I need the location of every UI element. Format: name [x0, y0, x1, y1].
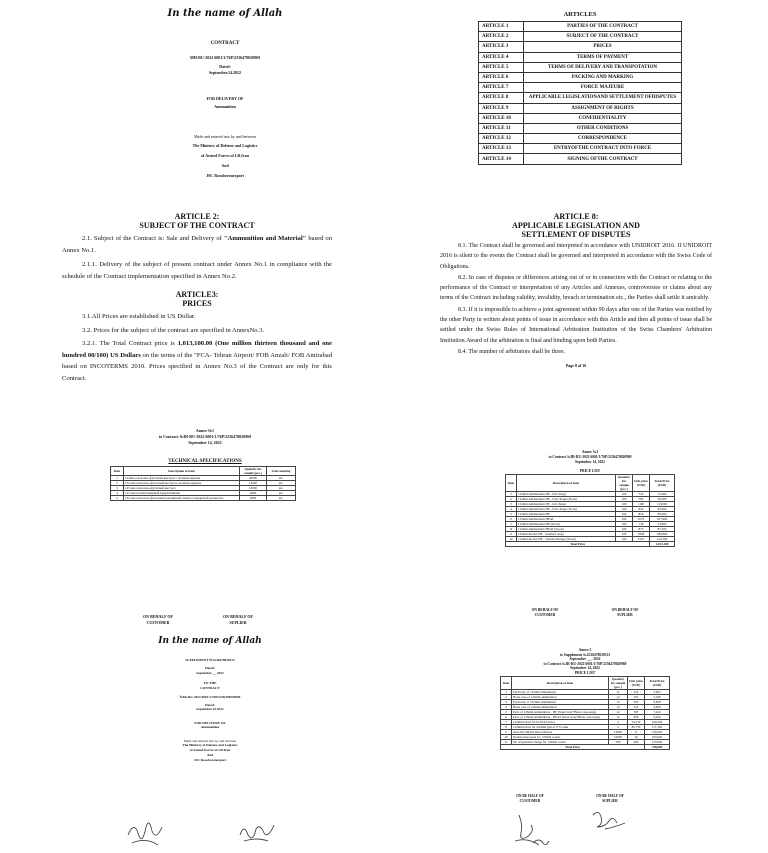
- article-title: SIGNING OFTHE CONTRACT: [524, 154, 682, 164]
- table-cell: 2,904: [645, 689, 670, 694]
- article-title: SUBJECT OF THE CONTRACT: [524, 32, 682, 42]
- table-cell: 4: [501, 704, 512, 709]
- clause-8-2: 8.2. In case of disputes or differences arising out of or in connection with the Contract or relating to the performance of the Contract or interpretation of any Articles and Annexes, controversies or claims about any terms of the Contract including validity, invalidity, breach or termination etc., the Parties shall settle it amicably.: [440, 274, 712, 302]
- total-label: Total Price: [501, 744, 645, 749]
- for-delivery: FOR DELIVERY OF: [206, 96, 244, 101]
- article-title: FORCE MAJEURE: [524, 83, 682, 93]
- table-cell: 12: [609, 689, 628, 694]
- table-cell: 9: [506, 532, 517, 537]
- supp-customer-sign: ON BE HALF OF CUSTOMER: [516, 794, 544, 803]
- column-header: Unit counting: [267, 467, 296, 476]
- article-8-title: ARTICLE 8:: [553, 212, 599, 221]
- table-cell: 122mm Ammunition HE - Full charge (Stock): [517, 497, 616, 502]
- supplement-party-1b: of Armed Forces of I.R.Iran: [189, 748, 231, 752]
- article-2-title: ARTICLE 2:: [174, 212, 220, 221]
- table-cell: 100: [616, 522, 633, 527]
- column-header: Total Price (USD): [645, 676, 670, 689]
- table-cell: 5: [111, 496, 124, 501]
- clause-8-1: 8.1. The Contract shall be governed and interpreted in accordance with UNIDROIT 2016. If UNIDROIT 2016 is silent to the events the Contract shall be governed and interpreted in accordance with the Swiss Code of Obligations.: [440, 243, 712, 270]
- table-cell: 1: [506, 492, 517, 497]
- article-title: CONFIDENTIALITY: [524, 113, 682, 123]
- clause-2-1-1: 2.1.1. Delivery of the subject of present contract under Annex No.1 in compliance with the schedule of the Contract implementation specified in Annex No.2.: [62, 261, 332, 280]
- supplement-heading: In the name of Allah: [158, 636, 262, 646]
- table-cell: 85,600: [650, 512, 675, 517]
- table-cell: 107,900: [650, 517, 675, 522]
- table-cell: 5: [506, 512, 517, 517]
- table-cell: 14000: [240, 481, 267, 486]
- table-cell: 10: [501, 734, 512, 739]
- article-number: ARTICLE 9: [479, 103, 524, 113]
- article-title: PACKING AND MARKING: [524, 72, 682, 82]
- table-cell: 122mm Rocket HE - Standard Range (Stock): [517, 537, 616, 542]
- supp-annex-date: September 14, 2022: [570, 666, 600, 671]
- table-cell: 414: [628, 704, 645, 709]
- article-number: ARTICLE 4: [479, 52, 524, 62]
- article-row: [479, 83, 682, 93]
- table-cell: 7: [506, 522, 517, 527]
- spec-table: [110, 466, 296, 501]
- table-cell: 7,044: [645, 709, 670, 714]
- article-title: CORRESPONDENCE: [524, 134, 682, 144]
- supplement-party-1a: The Ministry of Defense and Logistics: [182, 743, 238, 747]
- table-cell: 126,000: [645, 729, 670, 734]
- article-row: [479, 123, 682, 133]
- table-cell: 720: [633, 492, 650, 497]
- column-header: Description of Item: [124, 467, 240, 476]
- table-cell: 122mm Rocket HE - standard range: [517, 532, 616, 537]
- supp-price-table: [500, 676, 670, 750]
- table-cell: 100: [616, 527, 633, 532]
- annex-1-date: September 14, 2022: [188, 440, 222, 445]
- table-cell: 265: [628, 694, 645, 699]
- table-cell: 8: [506, 527, 517, 532]
- article-title: PARTIES OF THE CONTRACT: [524, 22, 682, 32]
- table-cell: 9: [628, 729, 645, 734]
- article-row: [479, 103, 682, 113]
- supplement-contract-number: №IR-RU-2022 6001/1/76P/2236478020969: [179, 695, 241, 699]
- table-cell: 242: [628, 689, 645, 694]
- table-cell: 4000: [240, 491, 267, 496]
- table-cell: 85,900: [650, 507, 675, 512]
- article-title: ASSIGNMENT OF RIGHTS: [524, 103, 682, 113]
- made-by: Made and entered into by and between: [194, 134, 256, 139]
- article-title: APPLICABLE LEGISLATIONAND SETTLEMENT OFDISPUTES: [524, 93, 682, 103]
- column-header: Quantity for sample (pcs.): [616, 475, 633, 492]
- party-2: JSC Rosoboronexport: [206, 173, 244, 178]
- articles-2-3-page: [62, 212, 332, 384]
- table-cell: 122mm Ammunition HE - full charge: [517, 492, 616, 497]
- supplement-party-2: JSC Rosoboronexport: [193, 758, 227, 762]
- article-title: ENTRYOFTHE CONTRACT INTO FORCE: [524, 144, 682, 154]
- supplement-and: And: [206, 753, 214, 757]
- table-cell: 12: [609, 709, 628, 714]
- annex-1-contract: to Contract №IR-RU-2022 6001/1/76P/2236478020969: [158, 434, 252, 439]
- table-cell: Brass case of 122mm ammunition: [512, 694, 609, 699]
- table-cell: 122mm barrel for 2A46M gun of T-72 tank: [512, 724, 609, 729]
- supp-annex-supplement: to Supplement №2236478020313: [559, 652, 611, 657]
- article-title: TERMS OF PAYMENT: [524, 52, 682, 62]
- table-cell: 583: [633, 497, 650, 502]
- clause-3-1: 3.1.All Prices are established in US Dollar.: [82, 313, 196, 320]
- table-cell: 87,300: [650, 527, 675, 532]
- table-cell: 16: [628, 734, 645, 739]
- table-cell: 73,800: [650, 522, 675, 527]
- article-8-subtitle-1: APPLICABLE LEGISLATION AND: [512, 221, 640, 230]
- table-cell: 100: [616, 507, 633, 512]
- article-number: ARTICLE 12: [479, 134, 524, 144]
- table-cell: 6: [506, 517, 517, 522]
- column-header: Unit price (USD): [628, 676, 645, 689]
- table-cell: 125mm Ammunition HE (Stock): [517, 522, 616, 527]
- table-cell: 100: [616, 492, 633, 497]
- table-cell: 58,300: [650, 497, 675, 502]
- articles-table: [478, 21, 682, 165]
- article-number: ARTICLE 7: [479, 83, 524, 93]
- supplement-number: SUPPLEMENT №2236478020313: [185, 658, 235, 662]
- column-header: Description of Item: [512, 676, 609, 689]
- supplement-signatures: [120, 815, 300, 851]
- table-cell: 100: [616, 512, 633, 517]
- table-cell: 8: [501, 724, 512, 729]
- basmala-heading: In the name of Allah: [167, 8, 283, 19]
- table-row: [111, 496, 296, 501]
- column-header: Item: [501, 676, 512, 689]
- table-cell: Set of Igniation charge for 122mm rocket: [512, 739, 609, 744]
- clause-3-2-1: 3.2.1. The Total Contract price is 1,013,100.00 (One million thirteen thousand and one hundred 00/100) US Dollars on the terms of the "FCA- Tehran Airport/ FOB Anzali/ FOB Amirabad based on INCOTERMS 2010. Prices specified in Annex No.3 of the Contract are only for this Contract.: [62, 340, 333, 382]
- article-row: [479, 32, 682, 42]
- table-cell: 587: [628, 709, 645, 714]
- article-number: ARTICLE 6: [479, 72, 524, 82]
- supp-annex-contract: to Contract №IR-RU-2022 6001/1/76P/2236478020969: [543, 661, 627, 666]
- table-cell: 2: [609, 724, 628, 729]
- article-row: [479, 154, 682, 164]
- table-cell: 11: [501, 739, 512, 744]
- article-number: ARTICLE 11: [479, 123, 524, 133]
- articles-page: [478, 10, 682, 165]
- table-cell: 122 мм осколочно-фугасный реактивный снаряд стандартной дальности: [124, 496, 240, 501]
- article-2-subtitle: SUBJECT OF THE CONTRACT: [139, 221, 255, 230]
- table-cell: 100: [616, 532, 633, 537]
- table-cell: 3: [506, 502, 517, 507]
- table-cell: 142,500: [650, 537, 675, 542]
- contract-cover-page: [95, 0, 355, 200]
- table-cell: 856: [633, 512, 650, 517]
- table-cell: 120,000: [645, 739, 670, 744]
- total-value: 1,013,100: [650, 542, 675, 547]
- clause-8-3: 8.3. If it is impossible to achieve a joint agreement within 90 days after one of the Parties was notified by the other Party in written about points of issue in accordance with this Article and then all points of issue shall be settled under the Swiss Rules of International Arbitration Institution of the Swiss Chambers' Arbitration Institution.Award of the arbitration is final and binding upon both Parties.: [440, 306, 712, 344]
- supplement-for-delivery: FOR DELIVERY OF: [194, 720, 226, 725]
- table-cell: 2: [111, 481, 124, 486]
- column-header: Quantity for sample (pcs.): [609, 676, 628, 689]
- table-cell: 2: [506, 497, 517, 502]
- table-cell: 9: [501, 729, 512, 734]
- table-cell: 4,968: [645, 704, 670, 709]
- clause-8-4: 8.4. The number of arbitrators shall be three.: [458, 348, 566, 355]
- table-cell: 6: [501, 714, 512, 719]
- article-title: TERMS OF DELIVERY AND TRANSPOTATION: [524, 62, 682, 72]
- column-header: Total Price (USD): [650, 475, 675, 492]
- table-cell: 10000: [240, 486, 267, 491]
- table-cell: 72,000: [650, 492, 675, 497]
- supplement-dated-label: Dated:: [205, 666, 215, 670]
- article-number: ARTICLE 3: [479, 42, 524, 52]
- doc-type: CONTRACT: [210, 41, 240, 46]
- article-row: [479, 93, 682, 103]
- article-row: [479, 62, 682, 72]
- column-header: Item: [111, 467, 124, 476]
- table-cell: 569: [628, 699, 645, 704]
- article-number: ARTICLE 14: [479, 154, 524, 164]
- supp-top-customer: ON BEHALF OF CUSTOMER: [531, 608, 559, 617]
- table-cell: 3,180: [645, 694, 670, 699]
- column-header: Unit price (USD): [633, 475, 650, 492]
- supplement-dated-label-2: Dated:: [205, 702, 215, 707]
- table-cell: 6,828: [645, 699, 670, 704]
- supplement-subject: Ammunition: [200, 725, 220, 729]
- table-cell: 2: [609, 719, 628, 724]
- table-cell: 738: [633, 522, 650, 527]
- table-cell: шт.: [267, 491, 296, 496]
- table-cell: 152 мм осколочно-фугасный выстрел к полным зарядом: [124, 481, 240, 486]
- table-cell: 109,500: [645, 719, 670, 724]
- table-cell: 171,500: [645, 724, 670, 729]
- article-row: [479, 113, 682, 123]
- total-value: 748,000: [645, 744, 670, 749]
- table-cell: 14000: [609, 729, 628, 734]
- price-table: [505, 474, 675, 547]
- supplement-cover-page: [130, 636, 290, 763]
- total-label: Total Price: [506, 542, 650, 547]
- clause-2-1: 2.1. Subject of the Contract is: Sale and Delivery of "Ammunition and Material" based on Annex No.1.: [62, 235, 333, 254]
- article-number: ARTICLE 1: [479, 22, 524, 32]
- table-cell: 4000: [240, 496, 267, 501]
- article-row: [479, 52, 682, 62]
- table-cell: 9,936: [645, 714, 670, 719]
- article-title: PRICES: [524, 42, 682, 52]
- supp-annex-signatures: [505, 805, 665, 849]
- table-cell: 3: [501, 699, 512, 704]
- table-cell: 152mm Ammunition HE - full charge: [517, 502, 616, 507]
- article-row: [479, 144, 682, 154]
- table-cell: 1425: [633, 537, 650, 542]
- table-cell: 859: [633, 507, 650, 512]
- table-cell: 4: [111, 491, 124, 496]
- article-number: ARTICLE 13: [479, 144, 524, 154]
- supp-annex-title: Annex 3: [578, 648, 592, 652]
- table-cell: шт.: [267, 486, 296, 491]
- party-1b: of Armed Forces of I.R.Iran: [201, 153, 249, 158]
- table-cell: 125 мм противотанковый кумулятивный: [124, 491, 240, 496]
- article-number: ARTICLE 10: [479, 113, 524, 123]
- article-8-page: [440, 212, 712, 368]
- table-cell: Double base paste for 122mm rocket: [512, 734, 609, 739]
- table-cell: 2: [501, 694, 512, 699]
- supplement-dated: September___2022: [196, 670, 224, 675]
- supplement-date: September.14.2022: [196, 707, 224, 711]
- contract-number: MH-RU-2022 6001/1/76P/2236478020969: [189, 55, 261, 60]
- table-cell: 160,000: [645, 734, 670, 739]
- table-cell: 100: [616, 517, 633, 522]
- table-cell: 12: [609, 699, 628, 704]
- table-cell: 1190: [633, 502, 650, 507]
- annex-1-title: Annex №1: [195, 428, 215, 433]
- article-title: OTHER CONDITIONS: [524, 123, 682, 133]
- contract-date: September.14.2022: [208, 70, 242, 75]
- table-cell: 122mm barrel for D-30 howitzer: [512, 719, 609, 724]
- table-cell: 122мм осколочно-фугасный выстрел с полным зарядом: [124, 476, 240, 481]
- annex-3-date: September 14, 2022: [575, 460, 605, 464]
- table-cell: 100: [616, 497, 633, 502]
- table-cell: 1: [111, 476, 124, 481]
- annex-1-supplier-sign: ON BEHALF OF SUPLIER: [223, 614, 253, 625]
- articles-title: ARTICLES: [563, 11, 597, 18]
- table-cell: 85,750: [628, 724, 645, 729]
- table-cell: 125mm Ammunition HE: [517, 512, 616, 517]
- table-cell: Fuel body of 152mm ammunition: [512, 699, 609, 704]
- table-cell: 12: [609, 714, 628, 719]
- supplement-made-by: Made and entered into by and between: [183, 738, 237, 743]
- column-header: Item: [506, 475, 517, 492]
- table-cell: 5: [501, 709, 512, 714]
- supplement-annex-3-page: [500, 648, 670, 750]
- table-cell: 300: [609, 739, 628, 744]
- subject: Ammunition: [214, 104, 236, 109]
- table-cell: 7: [501, 719, 512, 724]
- article-8-subtitle-2: SETTLEMENT OF DISPUTES: [521, 230, 631, 239]
- table-cell: 10: [506, 537, 517, 542]
- table-cell: Brass case of 152mm ammunition: [512, 704, 609, 709]
- table-cell: 54,750: [628, 719, 645, 724]
- table-cell: шт.: [267, 496, 296, 501]
- article-number: ARTICLE 8: [479, 93, 524, 103]
- and: And: [221, 163, 229, 168]
- total-row: [506, 542, 675, 547]
- annex-3-contract: to Contract №IR-RU-2022 6001/1/76P/2236478020969: [548, 455, 632, 459]
- to-the: TO THE: [203, 681, 217, 685]
- table-cell: 400: [628, 739, 645, 744]
- table-cell: 1: [501, 689, 512, 694]
- column-header: Description of Item: [517, 475, 616, 492]
- clause-3-2: 3.2. Prices for the subject of the contract are specified in AnnexNo.3.: [82, 326, 265, 334]
- table-cell: 10000: [609, 734, 628, 739]
- table-cell: 1079: [633, 517, 650, 522]
- table-cell: шт.: [267, 481, 296, 486]
- article-3-title: ARTICLE3:: [175, 290, 219, 299]
- article-row: [479, 42, 682, 52]
- article-row: [479, 72, 682, 82]
- table-cell: 12: [609, 694, 628, 699]
- article-number: ARTICLE 2: [479, 32, 524, 42]
- table-cell: 828: [628, 714, 645, 719]
- table-cell: 119,000: [650, 502, 675, 507]
- article-row: [479, 22, 682, 32]
- table-cell: 3: [111, 486, 124, 491]
- table-cell: 873: [633, 527, 650, 532]
- party-1a: The Ministry of Defense and Logistics: [192, 143, 258, 148]
- table-cell: Parts of 125mm Ammunition - HE (Steel body+Brass case,setup): [512, 709, 609, 714]
- table-cell: 152mm Ammunition HE - Full charge (Stock): [517, 507, 616, 512]
- annex-3-title: Annex №3: [581, 450, 599, 454]
- article-row: [479, 134, 682, 144]
- table-cell: 125mm Ammunition HEAT: [517, 517, 616, 522]
- spec-title: TECHNICAL SPECIFICATIONS: [168, 459, 242, 464]
- table-cell: 100: [616, 502, 633, 507]
- table-cell: 12: [609, 704, 628, 709]
- table-cell: 125mm Ammunition HEAT (Stock): [517, 527, 616, 532]
- table-cell: Fuel body of 122mm ammunition: [512, 689, 609, 694]
- supp-price-title: PRICE LIST: [574, 670, 596, 675]
- table-cell: шт.: [267, 476, 296, 481]
- table-cell: Parts of 125mm Ammunition - HEAT (Steel body+Brass case,setup): [512, 714, 609, 719]
- table-cell: 180,800: [650, 532, 675, 537]
- total-row: [501, 744, 670, 749]
- annex-1-customer-sign: ON BEHALF OF CUSTOMER: [143, 614, 173, 625]
- table-cell: 40000: [240, 476, 267, 481]
- table-cell: 100: [616, 537, 633, 542]
- article-number: ARTICLE 5: [479, 62, 524, 72]
- dated-label: Dated:: [219, 64, 231, 69]
- annex-3-page: [505, 450, 675, 547]
- supp-annex-supp-date: September ___ 2022: [569, 657, 601, 662]
- supplement-contract: CONTRACT: [200, 685, 220, 690]
- table-cell: Absorber Mixed nitrocellulose: [512, 729, 609, 734]
- table-cell: 125 мм осколочно-фугасный выстрел: [124, 486, 240, 491]
- page-number: Page 8 of 16: [565, 363, 587, 369]
- table-cell: 4: [506, 507, 517, 512]
- supp-top-supplier: ON BEHALF OF SUPLIER: [611, 608, 639, 617]
- column-header: Quantity for sample (pcs.): [240, 467, 267, 476]
- article-3-subtitle: PRICES: [182, 299, 212, 308]
- price-title: PRICE LIST: [579, 469, 601, 473]
- annex-1-page: [110, 428, 300, 501]
- table-cell: 1808: [633, 532, 650, 537]
- supp-supplier-sign: ON BE HALF OF SUPLIER: [596, 794, 624, 803]
